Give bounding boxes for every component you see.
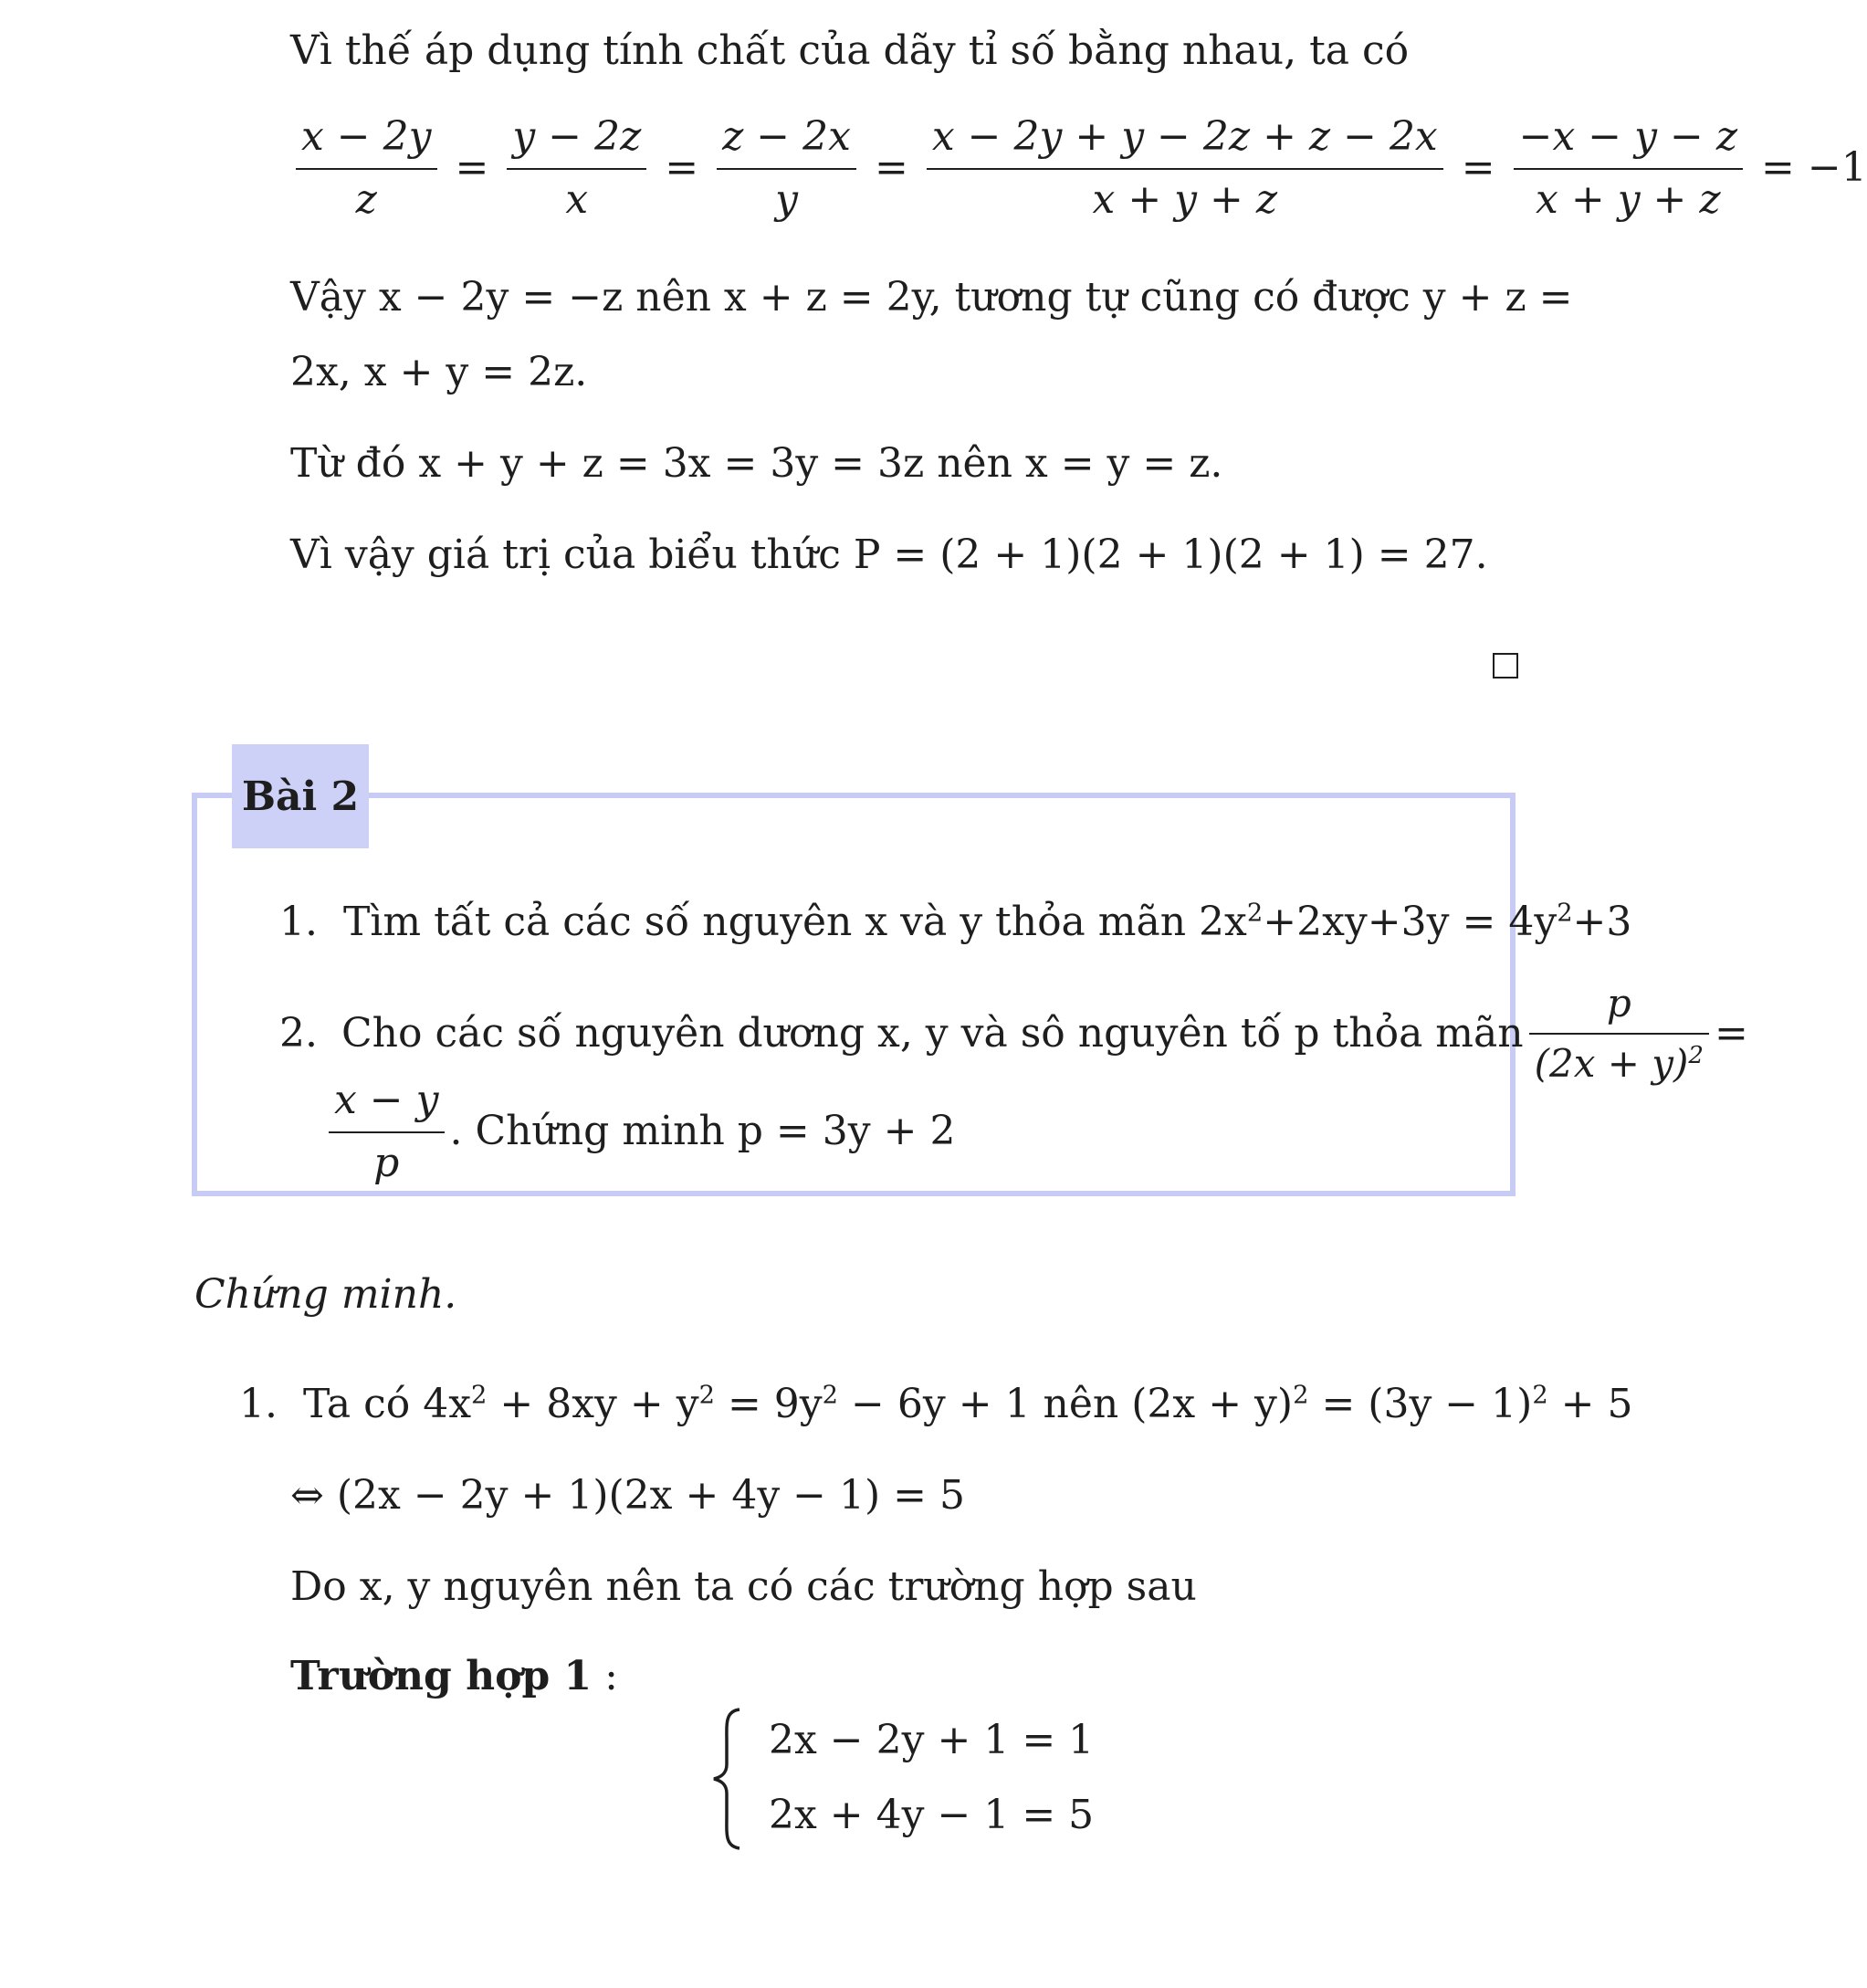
equals-sign: = [1761, 144, 1795, 192]
item-marker: 2. [279, 1009, 318, 1057]
case-1-colon: : [592, 1653, 618, 1699]
item-2-tail: . Chứng minh p = 3y + 2 [449, 1108, 956, 1155]
system-equation-1: 2x − 2y + 1 = 1 [769, 1717, 1095, 1763]
fraction-1-den: z [355, 175, 377, 223]
problem-2-title: Bài 2 [232, 744, 369, 848]
fraction-3-num: z − 2x [722, 113, 851, 160]
fraction-3 [717, 114, 856, 223]
deduction-line-2: 2x, x + y = 2z. [290, 349, 588, 395]
fraction-3-den: y [775, 175, 798, 223]
system-equation-2: 2x + 4y − 1 = 5 [769, 1792, 1095, 1838]
fraction-4 [927, 114, 1443, 223]
left-brace-icon [708, 1706, 745, 1852]
proof-label: Chứng minh. [194, 1271, 457, 1318]
item-1-text: Tìm tất cả các số nguyên x và y thỏa mãn 2x [342, 899, 1247, 945]
fraction-5 [1514, 114, 1743, 223]
proof-item-1-line-1: 1. Ta có $4x^2 + 8xy + y^2 = 9y^2 - 6y + 1$ nên $(2x + y)^2 = (3y - 1)^2 + 5$ [239, 1381, 1633, 1427]
equals-sign: = [1461, 144, 1495, 192]
item-2-fraction-1-den: $(2x + y)^2$ [1534, 1041, 1704, 1087]
item-1-sup-2: 2 [1557, 899, 1573, 928]
qed-square-icon [1493, 653, 1518, 678]
case-1-heading [290, 1653, 618, 1701]
item-marker: 1. [279, 899, 318, 945]
fraction-1-num: x − 2y [301, 113, 432, 160]
fraction-5-num: −x − y − z [1518, 113, 1738, 160]
fraction-2-num: y − 2z [512, 113, 642, 160]
equals-sign: = [1714, 1009, 1748, 1057]
item-2-fraction-2 [329, 1078, 445, 1186]
item-2-fraction-1-num: p [1606, 981, 1631, 1026]
proof-line-3: Do x, y nguyên nên ta có các trường hợp sau [290, 1563, 1197, 1610]
case-1-label: Trường hợp 1 [290, 1653, 593, 1699]
item-2-fraction-1 [1529, 982, 1709, 1087]
item-2-fraction-2-num: x − y [334, 1077, 439, 1123]
problem-2-item-1 [279, 899, 1631, 947]
proof-line-2: ⇔ (2x − 2y + 1)(2x + 4y − 1) = 5 [290, 1472, 966, 1519]
fraction-2-den: x [565, 175, 589, 223]
ratio-result: −1 [1807, 144, 1867, 192]
item-1-sup-1: 2 [1246, 899, 1264, 928]
fraction-4-num: x − 2y + y − 2z + z − 2x [931, 113, 1438, 160]
ratio-equation [290, 114, 1867, 223]
equals-sign: = [665, 144, 699, 192]
deduction-line-1: Vậy x − 2y = −z nên x + z = 2y, tương tự cũng có được y + z = [290, 274, 1573, 321]
fraction-1 [296, 114, 437, 223]
problem-2-item-2 [279, 982, 1748, 1087]
item-2-fraction-2-den: p [373, 1139, 400, 1186]
problem-2-item-2-cont [329, 1078, 955, 1186]
intro-text: Vì thế áp dụng tính chất của dãy tỉ số bằng nhau, ta có [290, 27, 1410, 74]
item-marker: 1. [239, 1381, 278, 1427]
deduction-line-3: Từ đó x + y + z = 3x = 3y = 3z nên x = y = z. [290, 440, 1223, 487]
equals-sign: = [874, 144, 908, 192]
equals-sign: = [455, 144, 489, 192]
fraction-5-den: x + y + z [1536, 175, 1721, 223]
fraction-2 [507, 114, 646, 223]
item-2-text: Cho các số nguyên dương x, y và sô nguyên tố p thỏa mãn [341, 1009, 1524, 1057]
fraction-4-den: x + y + z [1092, 175, 1278, 223]
conclusion-line: Vì vậy giá trị của biểu thức P = (2 + 1)(2 + 1)(2 + 1) = 27. [290, 531, 1488, 578]
item-1-tail: +3 [1572, 899, 1632, 945]
item-1-mid: +2xy+3y = 4y [1263, 899, 1558, 945]
